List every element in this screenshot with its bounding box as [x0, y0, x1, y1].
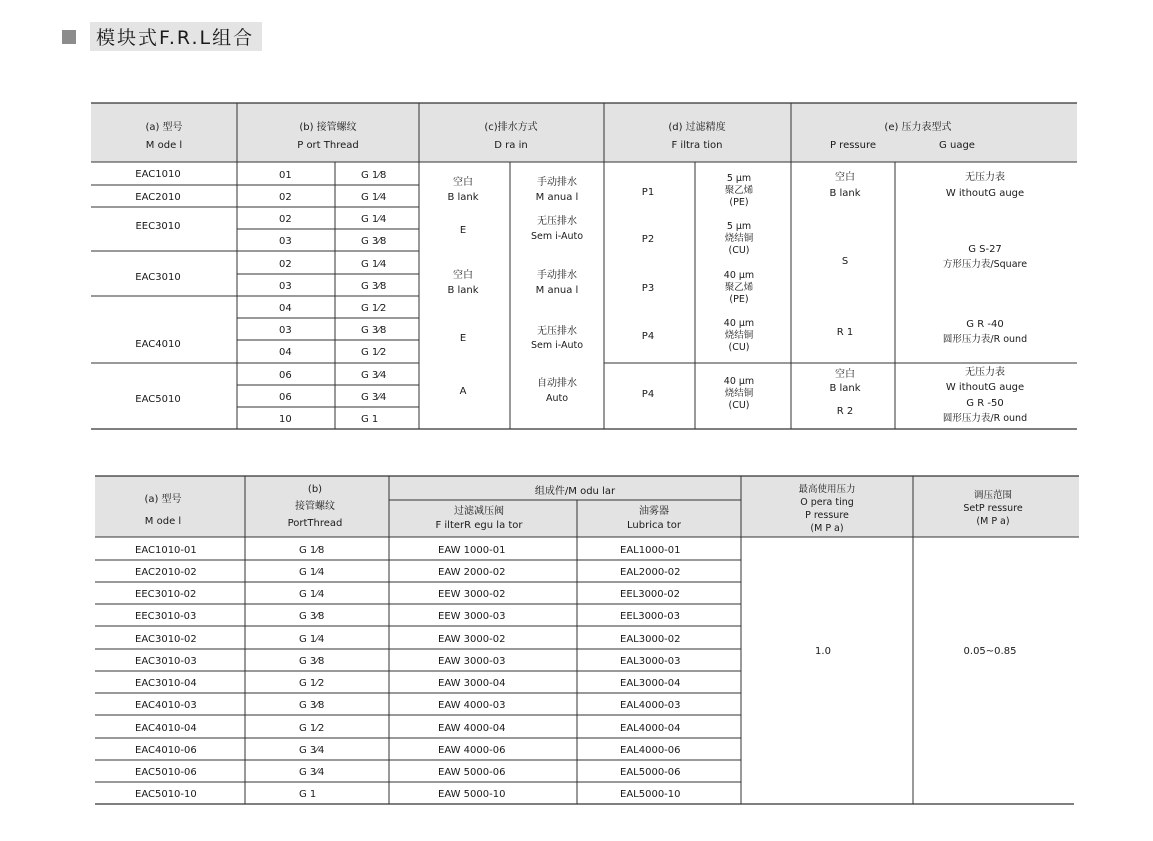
t1-model: EAC4010: [135, 339, 181, 350]
t1-header-thread-en: P ort Thread: [297, 140, 359, 151]
t2-row-thread: G 1⁄8: [299, 545, 325, 556]
t1-header-drain-cn: (c)排水方式: [484, 122, 538, 133]
t1-drain-code-cn: 空白: [453, 270, 473, 281]
t1-thread-size: G 3⁄8: [361, 236, 387, 247]
t1-header-filtration-cn: (d) 过滤精度: [668, 122, 726, 133]
t2-row-lub: EAL3000-03: [620, 656, 681, 667]
t2-row-filter: EAW 3000-02: [438, 634, 506, 645]
t2-row-thread: G 3⁄4: [299, 767, 325, 778]
t2-row-lub: EEL3000-02: [620, 589, 680, 600]
t1-filter-code: P1: [641, 187, 655, 198]
t1-model: EAC2010: [135, 192, 181, 203]
t2-header-op-en3: (M P a): [810, 523, 844, 534]
t1-filter-material: 烧结铜: [724, 388, 754, 399]
t1-drain-code: E: [459, 225, 467, 236]
t1-thread-code: 10: [279, 414, 292, 425]
t2-header-op-en1: O pera ting: [800, 497, 854, 508]
t2-row-model: EEC3010-03: [135, 611, 197, 622]
t1-filter-abbr: (CU): [728, 245, 750, 256]
t1-filter-abbr: (CU): [728, 342, 750, 353]
t1-filter-code: P4: [641, 389, 655, 400]
t1-filter-rating: 40 μm: [723, 270, 755, 281]
t2-row-filter: EAW 5000-06: [438, 767, 506, 778]
t2-row-thread: G 1⁄2: [299, 723, 325, 734]
t1-gauge-code: R 1: [836, 327, 854, 338]
t2-row-filter: EAW 4000-06: [438, 745, 506, 756]
t2-header-lub-en: Lubrica tor: [627, 520, 681, 531]
t2-header-model-en: M ode l: [144, 516, 182, 527]
t1-gauge-code: R 2: [836, 406, 854, 417]
t2-row-lub: EAL5000-10: [620, 789, 681, 800]
t1-drain-code-cn: 空白: [453, 177, 473, 188]
t2-row-model: EAC2010-02: [135, 567, 197, 578]
t2-row-thread: G 1⁄2: [299, 678, 325, 689]
t2-row-model: EAC1010-01: [135, 545, 197, 556]
t1-filter-code: P3: [641, 283, 655, 294]
t1-drain-desc-en: Auto: [545, 393, 569, 404]
t1-gauge-desc: G R -50: [966, 398, 1004, 409]
t2-row-model: EAC4010-03: [135, 700, 197, 711]
t1-drain-desc-cn: 手动排水: [537, 177, 577, 188]
t1-gauge-code-cn: 空白: [835, 172, 855, 183]
t2-row-model: EEC3010-02: [135, 589, 197, 600]
t1-drain-desc-cn: 无压排水: [537, 326, 577, 337]
t1-thread-size: G 1⁄8: [361, 170, 387, 181]
t2-header-lub-cn: 油雾器: [639, 506, 669, 517]
t1-drain-desc-en: M anua l: [535, 192, 579, 203]
t1-model: EAC3010: [135, 272, 181, 283]
t1-gauge-desc-en: W ithoutG auge: [945, 188, 1025, 199]
t1-thread-code: 06: [279, 392, 292, 403]
t2-row-filter: EAW 2000-02: [438, 567, 506, 578]
t1-filter-material: 烧结铜: [724, 233, 754, 244]
t2-row-lub: EAL4000-04: [620, 723, 681, 734]
t1-drain-desc-cn: 无压排水: [537, 216, 577, 227]
t2-header-set-en2: (M P a): [976, 516, 1010, 527]
t2-row-lub: EAL3000-02: [620, 634, 681, 645]
t2-row-filter: EAW 3000-03: [438, 656, 506, 667]
t2-row-model: EAC4010-06: [135, 745, 197, 756]
t2-row-thread: G 3⁄8: [299, 700, 325, 711]
t1-drain-desc-en: M anua l: [535, 285, 579, 296]
t1-model: EEC3010: [135, 221, 181, 232]
t2-row-filter: EAW 1000-01: [438, 545, 506, 556]
t1-header-gauge-en1: P ressure: [829, 140, 877, 151]
t2-row-lub: EAL3000-04: [620, 678, 681, 689]
t1-filter-rating: 5 μm: [726, 173, 752, 184]
t1-gauge-desc: 方形压力表/Square: [942, 259, 1028, 270]
t2-row-model: EAC4010-04: [135, 723, 197, 734]
t2-row-filter: EAW 3000-04: [438, 678, 506, 689]
table1: [91, 103, 1077, 429]
t2-row-thread: G 1⁄4: [299, 634, 325, 645]
t2-row-model: EAC5010-10: [135, 789, 197, 800]
t1-thread-code: 04: [279, 303, 292, 314]
t2-row-filter: EEW 3000-02: [438, 589, 506, 600]
t1-thread-code: 03: [279, 281, 292, 292]
t2-row-model: EAC3010-03: [135, 656, 197, 667]
t2-header-model-cn: (a) 型号: [144, 494, 182, 505]
t2-row-lub: EAL1000-01: [620, 545, 681, 556]
t1-thread-size: G 3⁄4: [361, 370, 387, 381]
t1-gauge-desc: G R -40: [966, 319, 1004, 330]
t1-filter-rating: 40 μm: [723, 376, 755, 387]
t1-thread-code: 02: [279, 259, 292, 270]
t1-gauge-desc: 圆形压力表/R ound: [942, 334, 1028, 345]
t1-gauge-desc-cn: 无压力表: [965, 367, 1005, 378]
t1-thread-code: 02: [279, 192, 292, 203]
t1-gauge-desc-cn: 无压力表: [965, 172, 1005, 183]
t2-row-lub: EAL4000-03: [620, 700, 681, 711]
t1-thread-code: 03: [279, 236, 292, 247]
t2-row-thread: G 1⁄4: [299, 589, 325, 600]
t1-filter-abbr: (PE): [729, 197, 749, 208]
t1-header-gauge-cn: (e) 压力表型式: [884, 122, 952, 133]
t1-filter-code: P2: [641, 234, 655, 245]
t2-row-thread: G 3⁄4: [299, 745, 325, 756]
t2-row-model: EAC3010-04: [135, 678, 197, 689]
t1-thread-size: G 1⁄4: [361, 214, 387, 225]
t1-thread-size: G 1⁄4: [361, 259, 387, 270]
t2-row-filter: EAW 4000-04: [438, 723, 506, 734]
t1-header-filtration-en: F iltra tion: [671, 140, 723, 151]
table2: [95, 476, 1079, 804]
t1-thread-code: 02: [279, 214, 292, 225]
t2-header-thread-label: (b): [307, 484, 323, 495]
t2-header-set-cn: 调压范围: [973, 490, 1013, 501]
t1-header-drain-en: D ra in: [494, 140, 528, 151]
t1-drain-desc-cn: 手动排水: [537, 270, 577, 281]
t2-row-thread: G 1: [299, 789, 317, 800]
t1-filter-abbr: (PE): [729, 294, 749, 305]
t1-model: EAC1010: [135, 169, 181, 180]
t2-row-lub: EEL3000-03: [620, 611, 680, 622]
t2-operating-pressure: 1.0: [815, 646, 831, 657]
t2-row-thread: G 1⁄4: [299, 567, 325, 578]
t1-gauge-desc-en: W ithoutG auge: [945, 382, 1025, 393]
t1-drain-desc-en: Sem i-Auto: [530, 340, 584, 351]
t1-gauge-code-en: B lank: [829, 383, 861, 394]
t2-row-filter: EEW 3000-03: [438, 611, 506, 622]
t2-header-modular: 组成件/M odu lar: [534, 486, 616, 497]
t1-drain-code-en: B lank: [447, 285, 479, 296]
t1-filter-material: 烧结铜: [724, 330, 754, 341]
t2-header-op-cn: 最高使用压力: [798, 484, 856, 495]
t1-drain-desc-en: Sem i-Auto: [530, 231, 584, 242]
t2-row-model: EAC5010-06: [135, 767, 197, 778]
t1-header-model-en: M ode l: [145, 140, 183, 151]
t2-header-set-en1: SetP ressure: [963, 503, 1023, 514]
t2-header-thread-cn: 接管螺纹: [295, 501, 335, 512]
t1-thread-size: G 1: [361, 414, 379, 425]
t2-header-filter-cn: 过滤减压阀: [454, 506, 504, 517]
t1-gauge-code-en: B lank: [829, 188, 861, 199]
t1-drain-code: A: [459, 386, 467, 397]
t2-row-model: EAC3010-02: [135, 634, 197, 645]
t1-thread-size: G 1⁄2: [361, 303, 387, 314]
t2-row-lub: EAL5000-06: [620, 767, 681, 778]
t1-drain-desc-cn: 自动排水: [537, 378, 577, 389]
t2-set-pressure: 0.05~0.85: [963, 646, 1017, 657]
t1-model: EAC5010: [135, 394, 181, 405]
t1-thread-size: G 3⁄4: [361, 392, 387, 403]
t2-row-thread: G 3⁄8: [299, 656, 325, 667]
t1-thread-code: 03: [279, 325, 292, 336]
t2-header-filter-en: F ilterR egu la tor: [435, 520, 523, 531]
t1-filter-material: 聚乙烯: [724, 282, 754, 293]
t1-thread-size: G 1⁄4: [361, 192, 387, 203]
t1-gauge-code: S: [841, 256, 849, 267]
t1-gauge-desc: 圆形压力表/R ound: [942, 413, 1028, 424]
t1-filter-rating: 5 μm: [726, 221, 752, 232]
t1-thread-code: 04: [279, 347, 292, 358]
t1-thread-size: G 1⁄2: [361, 347, 387, 358]
t1-drain-code: E: [459, 333, 467, 344]
t1-filter-code: P4: [641, 331, 655, 342]
t2-row-lub: EAL4000-06: [620, 745, 681, 756]
t1-header-model-cn: (a) 型号: [145, 122, 183, 133]
t2-header-op-en2: P ressure: [805, 510, 849, 521]
t2-header-thread-en: PortThread: [287, 518, 343, 529]
t1-header-thread-cn: (b) 接管螺纹: [299, 122, 357, 133]
t1-header-gauge-en2: G uage: [939, 140, 975, 151]
t1-gauge-desc: G S-27: [968, 244, 1002, 255]
t1-thread-size: G 3⁄8: [361, 281, 387, 292]
t1-filter-abbr: (CU): [728, 400, 750, 411]
t1-filter-material: 聚乙烯: [724, 185, 754, 196]
t1-drain-code-en: B lank: [447, 192, 479, 203]
t1-thread-size: G 3⁄8: [361, 325, 387, 336]
t2-row-filter: EAW 4000-03: [438, 700, 506, 711]
page-title: 模块式F.R.L组合: [90, 22, 262, 51]
t1-thread-code: 01: [279, 170, 292, 181]
t2-row-lub: EAL2000-02: [620, 567, 681, 578]
t2-row-filter: EAW 5000-10: [438, 789, 506, 800]
t1-filter-rating: 40 μm: [723, 318, 755, 329]
t2-row-thread: G 3⁄8: [299, 611, 325, 622]
t1-thread-code: 06: [279, 370, 292, 381]
t1-gauge-code-cn: 空白: [835, 369, 855, 380]
